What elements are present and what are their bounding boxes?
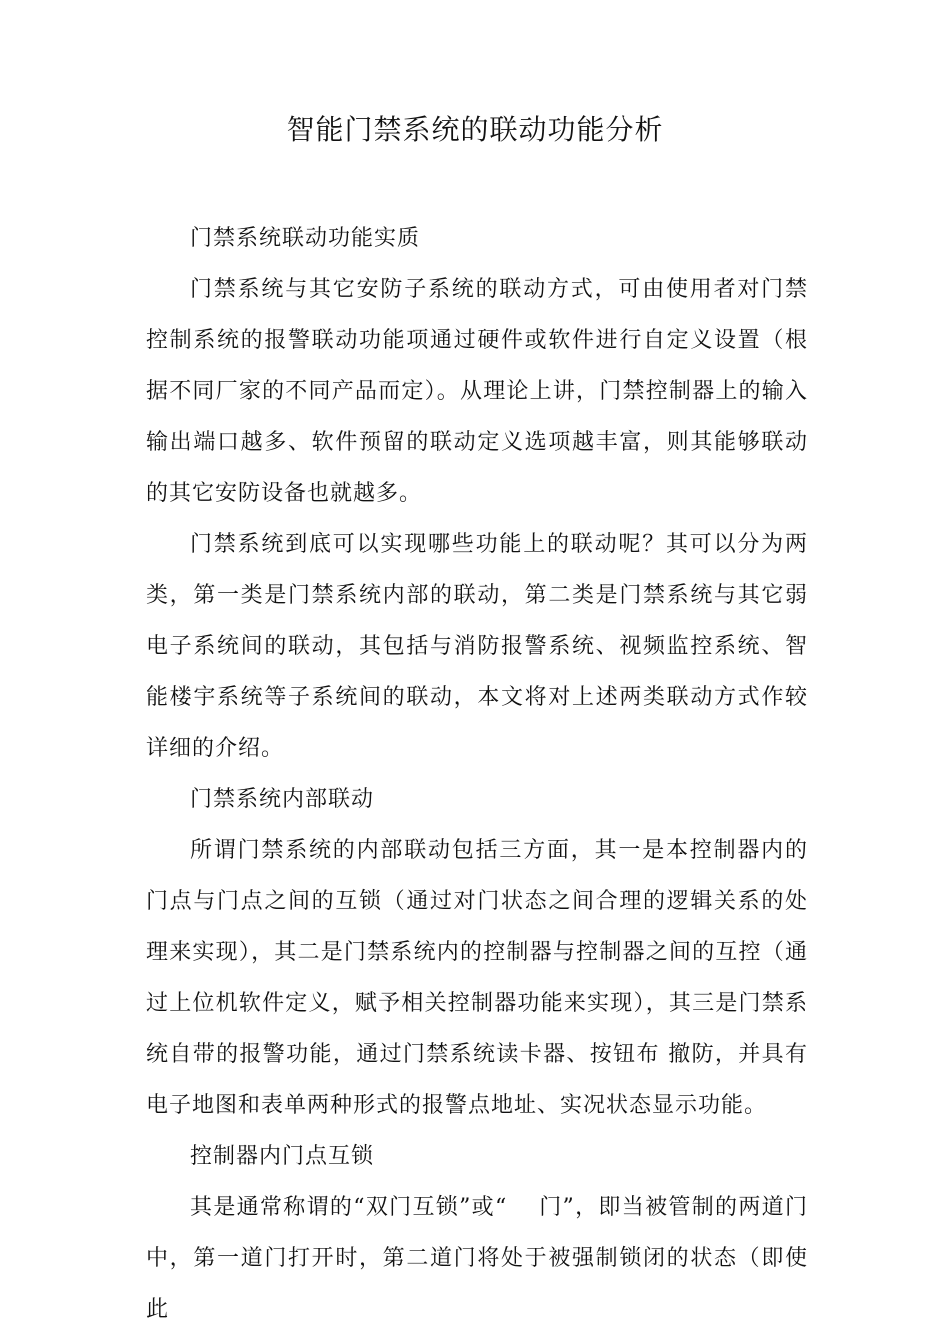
paragraph-internal-linkage: 所谓门禁系统的内部联动包括三方面，其一是本控制器内的门点与门点之间的互锁（通过对门状态之间合理的逻辑关系的处理来实现），其二是门禁系统内的控制器与控制器之间的互控（通过上位机软件定义，赋予相关控制器功能来实现），其三是门禁系统自带的报警功能，通过门禁系统读卡器、按钮布 撤防，并具有电子地图和表单两种形式的报警点地址、实况状态显示功能。: [146, 838, 808, 1118]
section-heading-internal-linkage: 门禁系统内部联动: [190, 787, 375, 812]
paragraph-linkage-methods: 门禁系统与其它安防子系统的联动方式，可由使用者对门禁控制系统的报警联动功能项通过硬件或软件进行自定义设置（根据不同厂家的不同产品而定）。从理论上讲，门禁控制器上的输入输出端口越多、软件预留的联动定义选项越丰富，则其能够联动的其它安防设备也就越多。: [146, 277, 808, 506]
paragraph-linkage-types: 门禁系统到底可以实现哪些功能上的联动呢？其可以分为两类，第一类是门禁系统内部的联动，第二类是门禁系统与其它弱电子系统间的联动，其包括与消防报警系统、视频监控系统、智能楼宇系统等子系统间的联动，本文将对上述两类联动方式作较详细的介绍。: [146, 532, 808, 761]
document-body: [146, 213, 808, 1335]
document-title: 智能门禁系统的联动功能分析: [286, 113, 664, 146]
paragraph-door-interlock: 其是通常称谓的“双门互锁”或“ 门”，即当被管制的两道门中，第一道门打开时，第二道门将处于被强制锁闭的状态（即使此: [146, 1195, 808, 1322]
section-heading-door-interlock: 控制器内门点互锁: [190, 1144, 375, 1169]
section-heading-linkage-essence: 门禁系统联动功能实质: [190, 226, 421, 251]
